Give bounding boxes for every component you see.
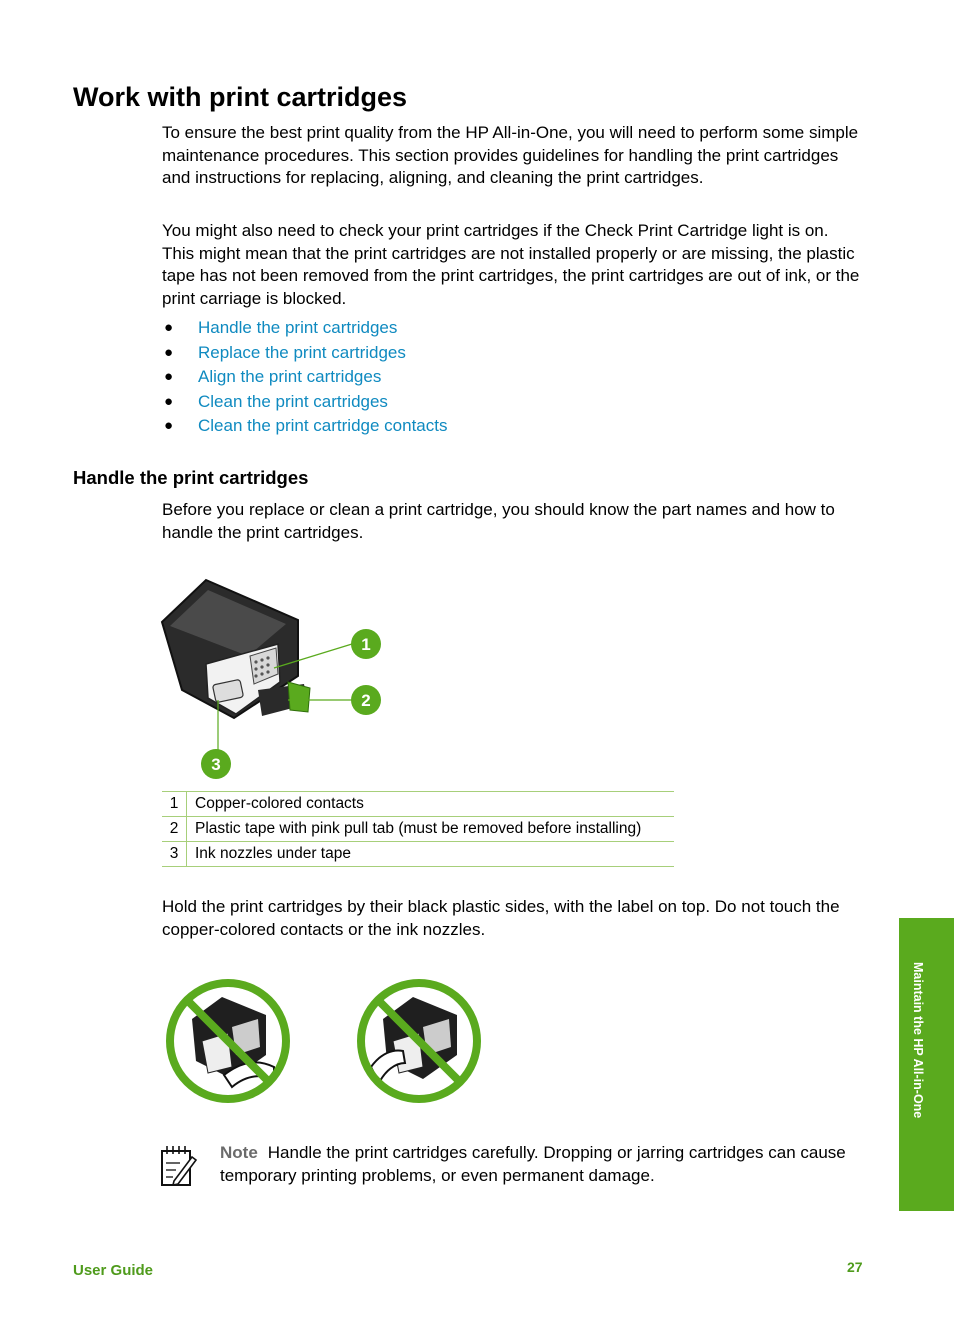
part-number: 2 <box>162 817 187 842</box>
link-handle-cartridges[interactable]: Handle the print cartridges <box>198 318 398 337</box>
table-row <box>162 792 674 817</box>
bullet-icon: ● <box>164 319 174 336</box>
part-number: 1 <box>162 792 187 817</box>
link-replace-cartridges[interactable]: Replace the print cartridges <box>198 342 406 362</box>
chapter-tab-label: Maintain the HP All-in-One <box>911 962 925 1119</box>
intro-paragraph-1: To ensure the best print quality from the HP All-in-One, you will need to perform some simple maintenance procedures. This section provides guidelines for handling the print cartridges and instructions for replacing, aligning, and cleaning the print cartridges. <box>162 123 859 187</box>
link-clean-contacts[interactable]: Clean the print cartridge contacts <box>198 416 448 435</box>
part-description: Ink nozzles under tape <box>187 842 675 867</box>
callout-label-3: 3 <box>211 755 221 774</box>
bullet-icon: ● <box>164 368 174 385</box>
note-label: Note <box>220 1143 258 1162</box>
bullet-icon: ● <box>164 343 174 361</box>
bullet-icon: ● <box>164 417 174 434</box>
table-row <box>162 842 674 867</box>
bullet-icon: ● <box>164 392 174 410</box>
do-not-touch-contacts-icon <box>162 975 294 1107</box>
callout-label-1: 1 <box>361 635 371 654</box>
print-cartridge-illustration <box>162 580 310 718</box>
intro-paragraph-2: You might also need to check your print cartridges if the Check Print Cartridge light is on. This might mean that the print cartridges are not installed properly or are missing, the plastic tape has not been removed from the print cartridges, the print cartridges are out of ink, or the print carriage is blocked. <box>162 221 860 308</box>
page-title: Work with print cartridges <box>73 82 408 112</box>
link-align-cartridges[interactable]: Align the print cartridges <box>198 367 382 386</box>
note-text: Handle the print cartridges carefully. Dropping or jarring cartridges can cause temporary printing problems, or even permanent damage. <box>220 1143 846 1185</box>
section-heading: Handle the print cartridges <box>73 467 309 488</box>
footer-guide-title: User Guide <box>73 1262 154 1279</box>
section-intro: Before you replace or clean a print cartridge, you should know the part names and how to handle the print cartridges. <box>162 500 835 542</box>
callout-1 <box>351 629 381 659</box>
table-row <box>162 817 674 842</box>
note-callout <box>220 1142 860 1187</box>
link-clean-cartridges[interactable]: Clean the print cartridges <box>198 391 388 411</box>
callout-3 <box>201 749 231 779</box>
note-pad-icon <box>158 1143 198 1189</box>
part-number: 3 <box>162 842 187 867</box>
chapter-side-tab <box>899 918 954 1211</box>
page-number: 27 <box>847 1259 863 1275</box>
do-not-touch-nozzles-icon <box>353 975 485 1107</box>
callout-label-2: 2 <box>361 691 371 710</box>
part-description: Plastic tape with pink pull tab (must be removed before installing) <box>187 817 675 842</box>
cartridge-diagram <box>158 572 398 782</box>
part-description: Copper-colored contacts <box>187 792 675 817</box>
callout-2 <box>351 685 381 715</box>
parts-table <box>162 791 674 867</box>
handling-paragraph: Hold the print cartridges by their black plastic sides, with the label on top. Do not touch the copper-colored contacts or the ink nozzles. <box>162 897 840 939</box>
